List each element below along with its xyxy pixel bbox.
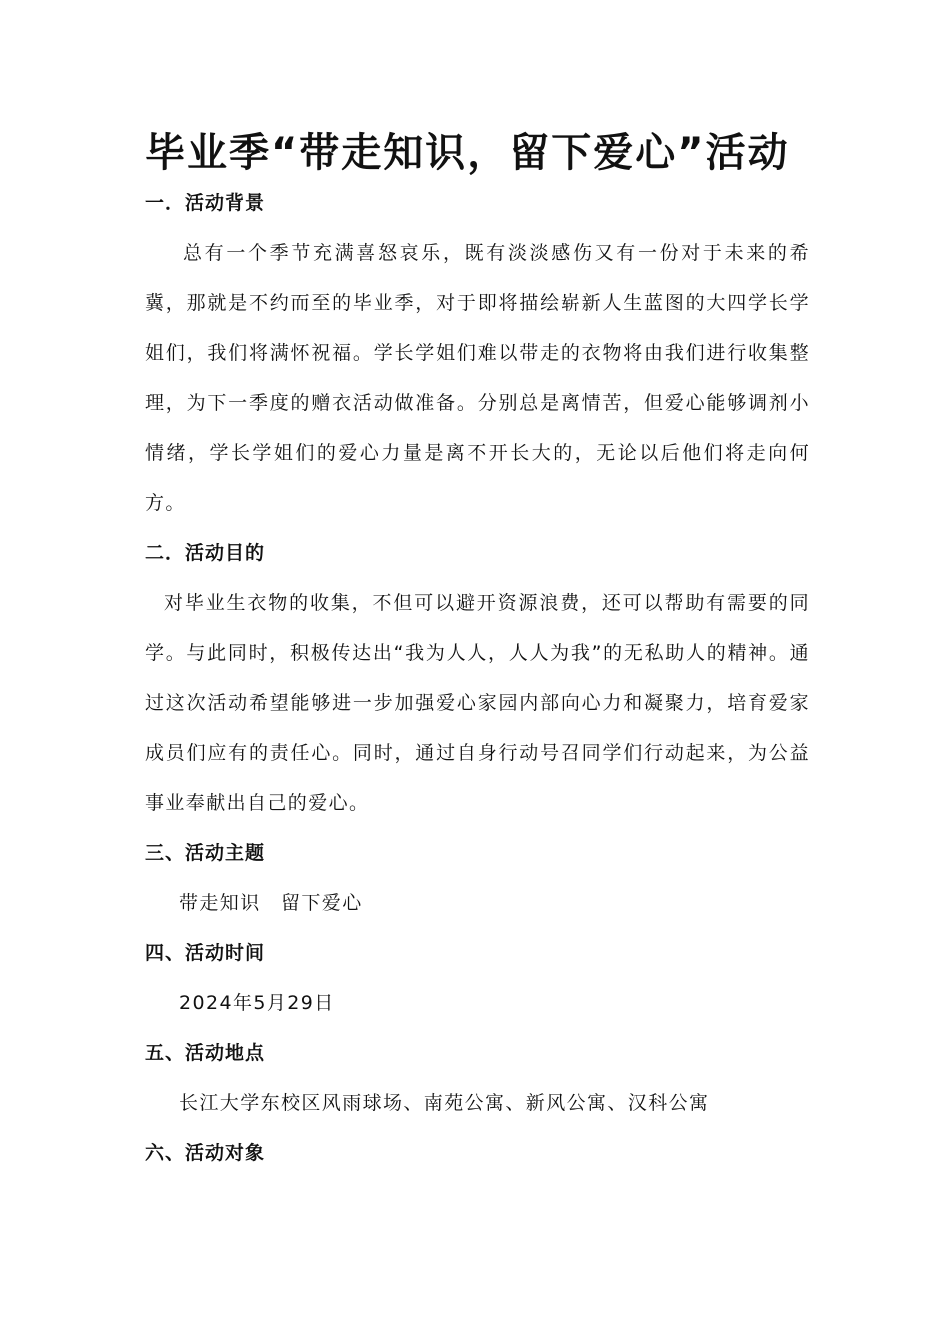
document-title: 毕业季“带走知识，留下爱心”活动 <box>145 130 790 176</box>
section-heading-time: 四、活动时间 <box>145 942 266 964</box>
section-heading-audience: 六、活动对象 <box>145 1142 266 1164</box>
section-heading-theme: 三、活动主题 <box>145 842 266 864</box>
section-heading-location: 五、活动地点 <box>145 1042 266 1064</box>
section-body-purpose: 对毕业生衣物的收集，不但可以避开资源浪费，还可以帮助有需要的同学。与此同时，积极传达出“我为人人，人人为我”的无私助人的精神。通过这次活动希望能够进一步加强爱心家园内部向心力和凝聚力，培育爱家成员们应有的责任心。同时，通过自身行动号召同学们行动起来，为公益事业奉献出自己的爱心。 <box>145 592 810 814</box>
section-body-background: 总有一个季节充满喜怒哀乐，既有淡淡感伤又有一份对于未来的希冀，那就是不约而至的毕业季，对于即将描绘崭新人生蓝图的大四学长学姐们，我们将满怀祝福。学长学姐们难以带走的衣物将由我们进行收集整理，为下一季度的赠衣活动做准备。分别总是离情苦，但爱心能够调剂小情绪，学长学姐们的爱心力量是离不开长大的，无论以后他们将走向何方。 <box>145 242 810 514</box>
document-page <box>145 128 810 1178</box>
section-heading-purpose: 二．活动目的 <box>145 542 266 564</box>
section-body-time: 2024年5月29日 <box>179 992 335 1014</box>
section-body-location: 长江大学东校区风雨球场、南苑公寓、新风公寓、汉科公寓 <box>179 1092 710 1114</box>
section-heading-background: 一．活动背景 <box>145 192 266 214</box>
section-body-theme: 带走知识 留下爱心 <box>179 892 363 914</box>
